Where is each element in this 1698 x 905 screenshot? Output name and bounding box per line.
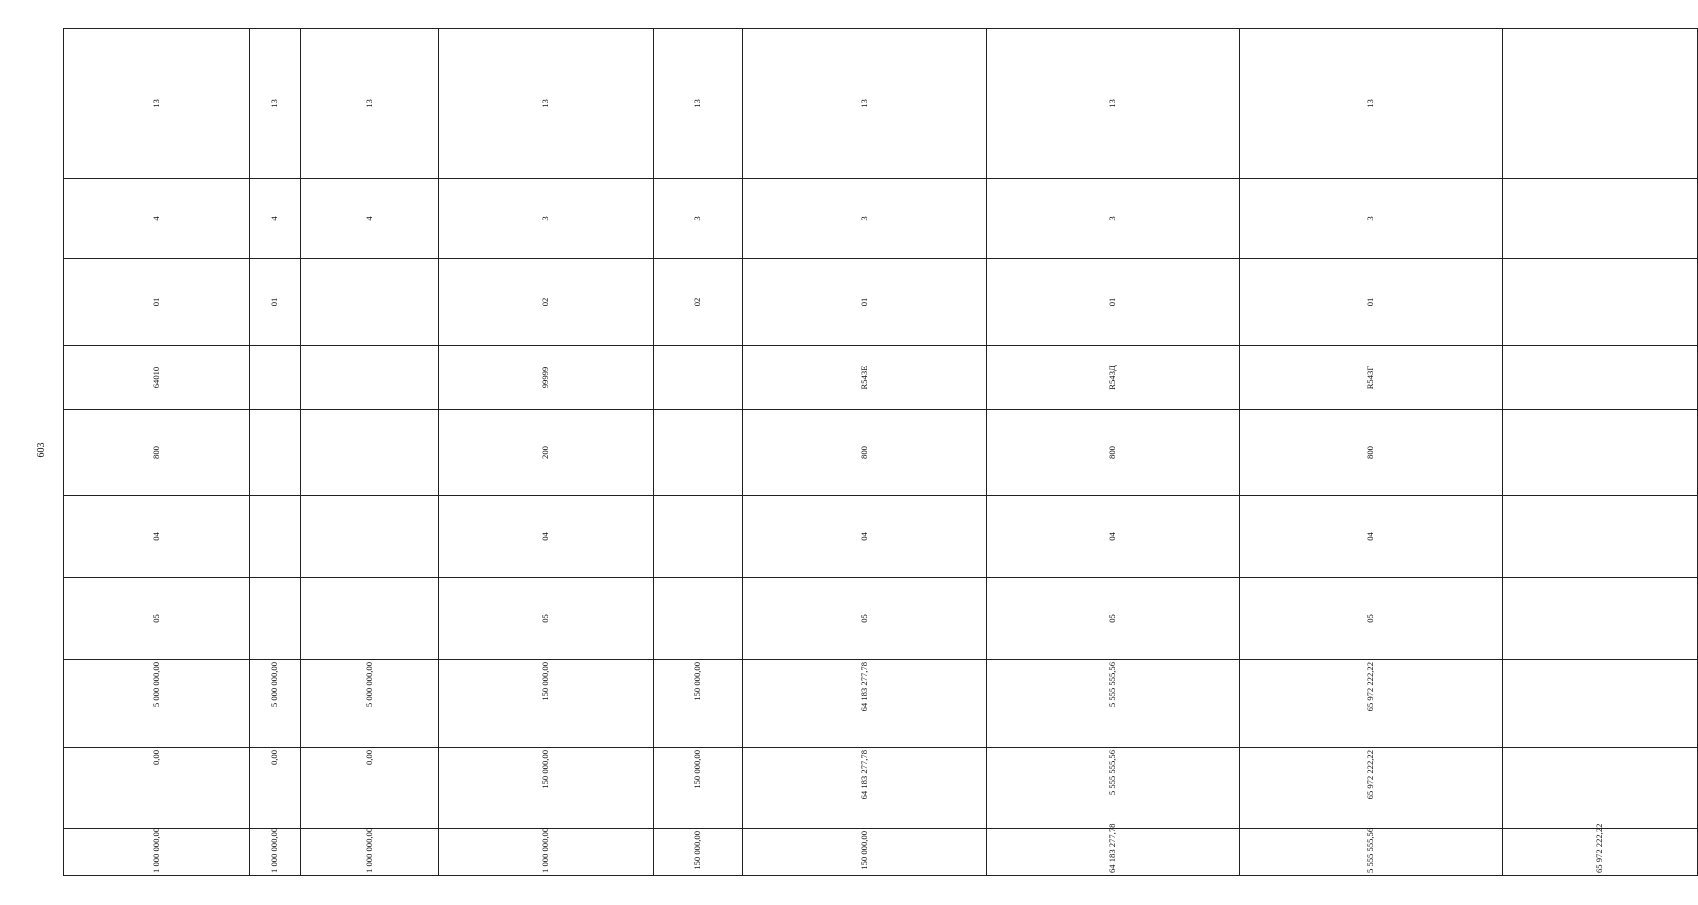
- direction-code-cell: R543Д: [986, 346, 1239, 410]
- table-row: [653, 29, 743, 876]
- subprogram-code-cell: [1502, 179, 1698, 259]
- value-1-cell: [1502, 660, 1698, 748]
- value-2-cell: [1502, 748, 1698, 829]
- subprogram-code-cell: 3: [743, 179, 987, 259]
- event-code-cell: 01: [64, 259, 250, 346]
- direction-code-cell: R543Е: [743, 346, 987, 410]
- value-3-cell: 5 555 555,56: [1240, 829, 1503, 876]
- budget-table: [63, 28, 1698, 876]
- table-row: [438, 29, 653, 876]
- section-code-cell: [301, 496, 439, 578]
- program-code-cell: [1502, 29, 1698, 179]
- subprogram-code-cell: 3: [986, 179, 1239, 259]
- section-code-cell: 04: [986, 496, 1239, 578]
- value-1-cell: 64 183 277,78: [743, 660, 987, 748]
- direction-code-cell: 99999: [438, 346, 653, 410]
- value-1-cell: 150 000,00: [653, 660, 743, 748]
- direction-code-cell: R543Г: [1240, 346, 1503, 410]
- section-code-cell: 04: [743, 496, 987, 578]
- event-code-cell: [301, 259, 439, 346]
- section-code-cell: 04: [64, 496, 250, 578]
- subsection-code-cell: [653, 578, 743, 660]
- value-3-cell: 1 000 000,00: [301, 829, 439, 876]
- program-code-cell: 13: [438, 29, 653, 179]
- value-2-cell: 0,00: [64, 748, 250, 829]
- expense-type-cell: [653, 410, 743, 496]
- section-code-cell: 04: [1240, 496, 1503, 578]
- event-code-cell: 01: [1240, 259, 1503, 346]
- expense-type-cell: 800: [64, 410, 250, 496]
- table-row: [64, 29, 250, 876]
- direction-code-cell: [653, 346, 743, 410]
- page-number: 603: [36, 442, 47, 458]
- event-code-cell: [1502, 259, 1698, 346]
- expense-type-cell: 200: [438, 410, 653, 496]
- table-row: [1502, 29, 1698, 876]
- subsection-code-cell: 05: [986, 578, 1239, 660]
- expense-type-cell: [1502, 410, 1698, 496]
- subsection-code-cell: [249, 578, 300, 660]
- expense-type-cell: [301, 410, 439, 496]
- value-3-cell: 65 972 222,22: [1502, 829, 1698, 876]
- value-2-cell: 5 555 555,56: [986, 748, 1239, 829]
- subsection-code-cell: 05: [64, 578, 250, 660]
- subsection-code-cell: [1502, 578, 1698, 660]
- subsection-code-cell: 05: [743, 578, 987, 660]
- value-2-cell: 0,00: [301, 748, 439, 829]
- subprogram-code-cell: 3: [438, 179, 653, 259]
- subsection-code-cell: 05: [1240, 578, 1503, 660]
- table-row: [301, 29, 439, 876]
- value-1-cell: 5 555 555,56: [986, 660, 1239, 748]
- subprogram-code-cell: 3: [653, 179, 743, 259]
- section-code-cell: [1502, 496, 1698, 578]
- value-3-cell: 1 000 000,00: [64, 829, 250, 876]
- value-1-cell: 5 000 000,00: [301, 660, 439, 748]
- section-code-cell: [249, 496, 300, 578]
- direction-code-cell: 64010: [64, 346, 250, 410]
- subsection-code-cell: [301, 578, 439, 660]
- expense-type-cell: 800: [986, 410, 1239, 496]
- program-code-cell: 13: [986, 29, 1239, 179]
- value-2-cell: 150 000,00: [653, 748, 743, 829]
- subprogram-code-cell: 4: [64, 179, 250, 259]
- table-row: [1240, 29, 1503, 876]
- event-code-cell: 02: [438, 259, 653, 346]
- subprogram-code-cell: 3: [1240, 179, 1503, 259]
- program-code-cell: 13: [64, 29, 250, 179]
- direction-code-cell: [1502, 346, 1698, 410]
- value-3-cell: 1 000 000,00: [249, 829, 300, 876]
- program-code-cell: 13: [653, 29, 743, 179]
- section-code-cell: 04: [438, 496, 653, 578]
- event-code-cell: 01: [249, 259, 300, 346]
- expense-type-cell: 800: [1240, 410, 1503, 496]
- expense-type-cell: 800: [743, 410, 987, 496]
- value-3-cell: 1 000 000,00: [438, 829, 653, 876]
- subsection-code-cell: 05: [438, 578, 653, 660]
- program-code-cell: 13: [249, 29, 300, 179]
- direction-code-cell: [301, 346, 439, 410]
- section-code-cell: [653, 496, 743, 578]
- value-2-cell: 64 183 277,78: [743, 748, 987, 829]
- event-code-cell: 01: [986, 259, 1239, 346]
- rotated-table-container: [63, 29, 1605, 876]
- value-2-cell: 0,00: [249, 748, 300, 829]
- value-2-cell: 150 000,00: [438, 748, 653, 829]
- value-1-cell: 5 000 000,00: [249, 660, 300, 748]
- program-code-cell: 13: [1240, 29, 1503, 179]
- table-row: [249, 29, 300, 876]
- value-3-cell: 150 000,00: [743, 829, 987, 876]
- table-row: [743, 29, 987, 876]
- table-body: [64, 29, 1698, 876]
- value-1-cell: 65 972 222,22: [1240, 660, 1503, 748]
- value-1-cell: 5 000 000,00: [64, 660, 250, 748]
- program-code-cell: 13: [301, 29, 439, 179]
- event-code-cell: 01: [743, 259, 987, 346]
- event-code-cell: 02: [653, 259, 743, 346]
- value-2-cell: 65 972 222,22: [1240, 748, 1503, 829]
- subprogram-code-cell: 4: [301, 179, 439, 259]
- subprogram-code-cell: 4: [249, 179, 300, 259]
- program-code-cell: 13: [743, 29, 987, 179]
- value-3-cell: 64 183 277,78: [986, 829, 1239, 876]
- table-row: [986, 29, 1239, 876]
- direction-code-cell: [249, 346, 300, 410]
- value-3-cell: 150 000,00: [653, 829, 743, 876]
- expense-type-cell: [249, 410, 300, 496]
- value-1-cell: 150 000,00: [438, 660, 653, 748]
